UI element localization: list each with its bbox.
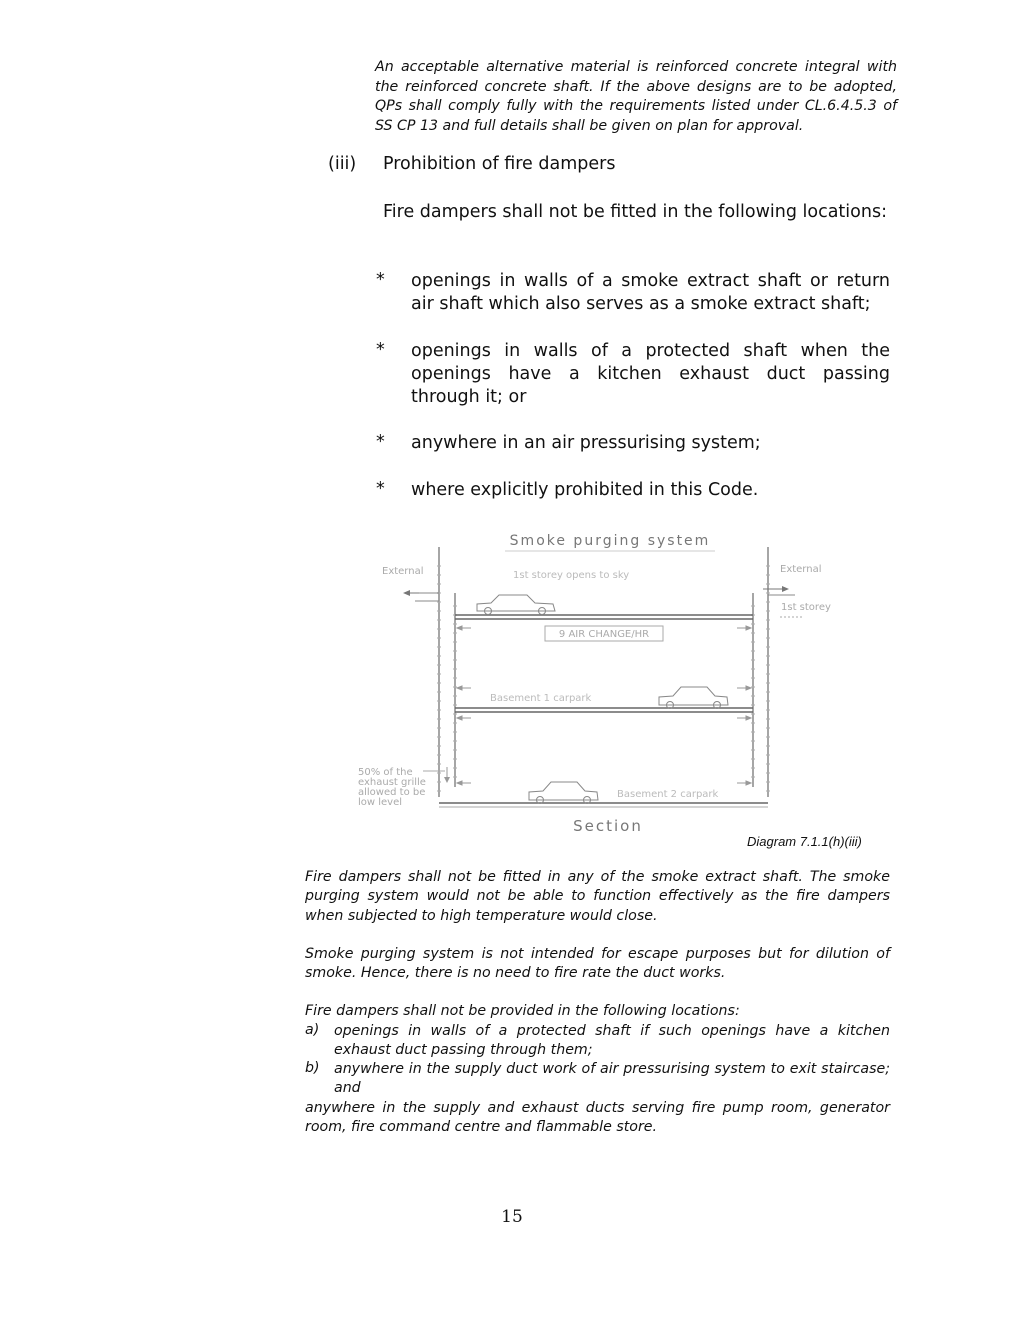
note-paragraph-4: anywhere in the supply and exhaust ducts serving fire pump room, generator room, fire command centre and flammable store. xyxy=(305,1100,890,1136)
list-item-letter: b) xyxy=(305,1060,320,1076)
bullet-marker: * xyxy=(376,479,385,499)
page-number: 15 xyxy=(501,1207,523,1227)
first-storey-label: 1st storey xyxy=(781,602,831,613)
external-right-label: External xyxy=(780,564,822,575)
air-change-label: 9 AIR CHANGE/HR xyxy=(558,629,650,640)
bullet-marker: * xyxy=(376,270,385,290)
bullet-item: anywhere in an air pressurising system; xyxy=(411,433,761,453)
left-shaft xyxy=(403,547,455,797)
section-number: (iii) xyxy=(328,154,357,174)
list-item: openings in walls of a protected shaft if such openings have a kitchen exhaust duct passing through them; xyxy=(334,1023,890,1059)
car-icon xyxy=(529,782,598,804)
svg-text:50% of the: 50% of the xyxy=(358,767,413,778)
note-paragraph-1: Fire dampers shall not be fitted in any of the smoke extract shaft. The smoke purging system would not be able to function effectively as the fire dampers when subjected to high temperature would close. xyxy=(305,869,890,924)
intro-paragraph: An acceptable alternative material is reinforced concrete integral with the reinforced concrete shaft. If the above designs are to be adopted, QPs shall comply fully with the requirements listed under CL.6.4.5.3 of SS CP 13 and full details shall be given on plan for approval. xyxy=(375,59,897,134)
svg-text:exhaust grille: exhaust grille xyxy=(358,777,426,788)
bullet-marker: * xyxy=(376,340,385,360)
basement1-label: Basement 1 carpark xyxy=(490,693,592,704)
car-icon xyxy=(659,687,728,709)
bullet-item: openings in walls of a protected shaft when the openings have a kitchen exhaust duct passing through it; or xyxy=(411,341,890,407)
grille-note xyxy=(358,767,450,808)
svg-text:low level: low level xyxy=(358,797,403,808)
floor-slabs xyxy=(439,615,768,807)
car-icon xyxy=(477,595,555,615)
list-item-letter: a) xyxy=(305,1022,320,1038)
svg-text:allowed to be: allowed to be xyxy=(358,787,426,798)
external-left-label: External xyxy=(382,566,424,577)
diagram-caption: Diagram 7.1.1(h)(iii) xyxy=(747,834,862,849)
bullet-marker: * xyxy=(376,432,385,452)
bullet-item: openings in walls of a smoke extract shaft or return air shaft which also serves as a smoke extract shaft; xyxy=(411,271,890,314)
section-lead: Fire dampers shall not be fitted in the following locations: xyxy=(383,202,887,222)
diagram-title: Smoke purging system xyxy=(509,533,711,549)
note-paragraph-2: Smoke purging system is not intended for escape purposes but for dilution of smoke. Hence, there is no need to fire rate the duct works. xyxy=(305,946,890,982)
basement2-label: Basement 2 carpark xyxy=(617,789,719,800)
note-paragraph-3: Fire dampers shall not be provided in the following locations: xyxy=(305,1003,740,1019)
right-shaft xyxy=(753,547,795,797)
top-note: 1st storey opens to sky xyxy=(513,570,630,581)
bullet-item: where explicitly prohibited in this Code. xyxy=(411,480,759,500)
section-label: Section xyxy=(573,817,643,835)
section-heading: Prohibition of fire dampers xyxy=(383,154,616,174)
smoke-purging-diagram xyxy=(355,525,835,835)
list-item: anywhere in the supply duct work of air pressurising system to exit staircase; and xyxy=(334,1061,890,1097)
